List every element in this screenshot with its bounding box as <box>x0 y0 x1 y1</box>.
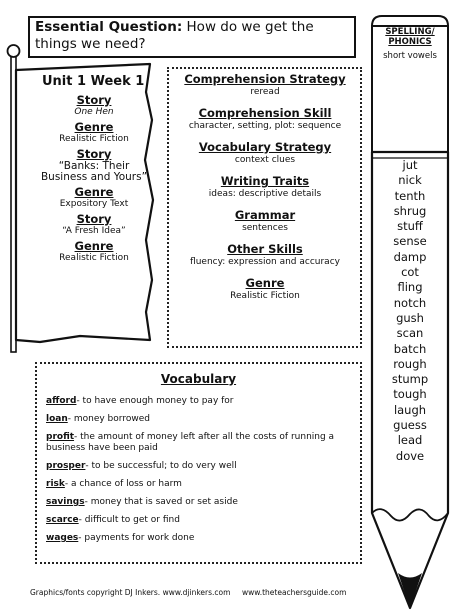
skill-value: sentences <box>242 223 288 233</box>
unit-block-value: One Hen <box>74 107 114 117</box>
skill-heading: Vocabulary Strategy <box>198 140 332 154</box>
unit-block-value: Realistic Fiction <box>59 134 129 144</box>
vocabulary-word: risk <box>46 479 65 489</box>
vocabulary-word: savings <box>46 497 85 507</box>
unit-block-value: Realistic Fiction <box>59 253 129 263</box>
unit-block-heading: Genre <box>74 120 114 134</box>
unit-block <box>40 147 148 183</box>
skill-heading: Comprehension Strategy <box>184 72 346 86</box>
unit-block <box>40 120 148 145</box>
vocabulary-title: Vocabulary <box>160 372 237 386</box>
spelling-header <box>372 27 448 61</box>
skill-block <box>169 140 361 166</box>
spelling-word: jut <box>402 158 418 172</box>
spelling-word: stuff <box>397 219 423 234</box>
vocabulary-item <box>46 461 358 472</box>
spelling-word: rough <box>393 356 427 371</box>
spelling-word: dove <box>395 448 425 463</box>
vocabulary-definition: - a chance of loss or harm <box>64 479 182 489</box>
spelling-word: damp <box>393 249 427 264</box>
spelling-word: lead <box>397 433 423 448</box>
unit-block-value: “Banks: Their Business and Yours” <box>40 160 148 183</box>
spelling-word-list <box>372 158 448 464</box>
spelling-word: cot <box>401 265 419 280</box>
skill-value: Realistic Fiction <box>230 291 300 301</box>
unit-block-heading: Genre <box>74 239 114 253</box>
unit-panel <box>40 74 148 266</box>
spelling-word: stump <box>391 372 429 387</box>
skill-value: reread <box>250 87 280 97</box>
spelling-word: gush <box>396 310 424 325</box>
footer-website: www.theteachersguide.com <box>242 588 347 597</box>
unit-title: Unit 1 Week 1 <box>42 74 145 89</box>
unit-block-heading: Story <box>76 93 112 107</box>
spelling-word: nick <box>398 173 422 188</box>
skill-block <box>169 242 361 268</box>
skill-block <box>169 276 361 302</box>
vocabulary-definition: - payments for work done <box>78 533 195 543</box>
skill-heading: Comprehension Skill <box>198 106 332 120</box>
skill-block <box>169 106 361 132</box>
spelling-word: fling <box>397 280 423 295</box>
unit-block-value: Expository Text <box>59 199 129 209</box>
vocabulary-item <box>46 533 358 544</box>
skill-block <box>169 72 361 98</box>
unit-block <box>40 212 148 237</box>
vocabulary-list <box>46 396 358 551</box>
spelling-word: sense <box>393 234 427 249</box>
skill-heading: Genre <box>245 276 285 290</box>
unit-block <box>40 239 148 264</box>
skill-value: fluency: expression and accuracy <box>190 257 340 267</box>
essential-question-text: How do we get the things we need? <box>35 19 314 52</box>
vocabulary-definition: - difficult to get or find <box>78 515 180 525</box>
spelling-word: tough <box>393 387 427 402</box>
spelling-title-line2: PHONICS <box>388 37 432 47</box>
vocabulary-word: loan <box>46 414 68 424</box>
vocabulary-word: profit <box>46 432 75 442</box>
spelling-word: shrug <box>393 203 427 218</box>
spelling-title-line1: SPELLING/ <box>385 27 435 37</box>
skill-heading: Grammar <box>234 208 296 222</box>
spelling-subtitle: short vowels <box>383 51 437 61</box>
vocabulary-definition: - to have enough money to pay for <box>76 396 234 406</box>
spelling-word: notch <box>393 295 427 310</box>
unit-block <box>40 93 148 118</box>
essential-question-label: Essential Question: <box>35 19 183 35</box>
skill-block <box>169 208 361 234</box>
vocabulary-word: scarce <box>46 515 79 525</box>
vocabulary-item <box>46 432 358 454</box>
vocabulary-item <box>46 497 358 508</box>
skill-heading: Other Skills <box>227 242 303 256</box>
vocabulary-item <box>46 479 358 490</box>
spelling-word: guess <box>393 418 427 433</box>
vocabulary-word: prosper <box>46 461 86 471</box>
unit-block-heading: Story <box>76 212 112 226</box>
vocabulary-definition: - money that is saved or set aside <box>84 497 238 507</box>
unit-block-heading: Genre <box>74 185 114 199</box>
vocabulary-definition: - the amount of money left after all the costs of running a business have been paid <box>46 432 335 453</box>
skills-panel <box>169 72 361 310</box>
vocabulary-item <box>46 515 358 526</box>
vocabulary-item <box>46 396 358 407</box>
vocabulary-word: afford <box>46 396 77 406</box>
skill-heading: Writing Traits <box>220 174 310 188</box>
skill-value: character, setting, plot: sequence <box>188 121 342 131</box>
spelling-word: tenth <box>394 188 426 203</box>
skill-value: context clues <box>234 155 296 165</box>
vocabulary-definition: - money borrowed <box>67 414 150 424</box>
footer-copyright: Graphics/fonts copyright DJ Inkers. www.djinkers.com <box>30 588 231 597</box>
vocabulary-item <box>46 414 358 425</box>
unit-block-heading: Story <box>76 147 112 161</box>
vocabulary-word: wages <box>46 533 79 543</box>
spelling-word: scan <box>396 326 424 341</box>
unit-block <box>40 185 148 210</box>
spelling-word: batch <box>393 341 427 356</box>
unit-block-value: “A Fresh Idea” <box>62 226 126 236</box>
vocabulary-definition: - to be successful; to do very well <box>85 461 237 471</box>
skill-value: ideas: descriptive details <box>208 189 322 199</box>
spelling-word: laugh <box>393 402 427 417</box>
skill-block <box>169 174 361 200</box>
